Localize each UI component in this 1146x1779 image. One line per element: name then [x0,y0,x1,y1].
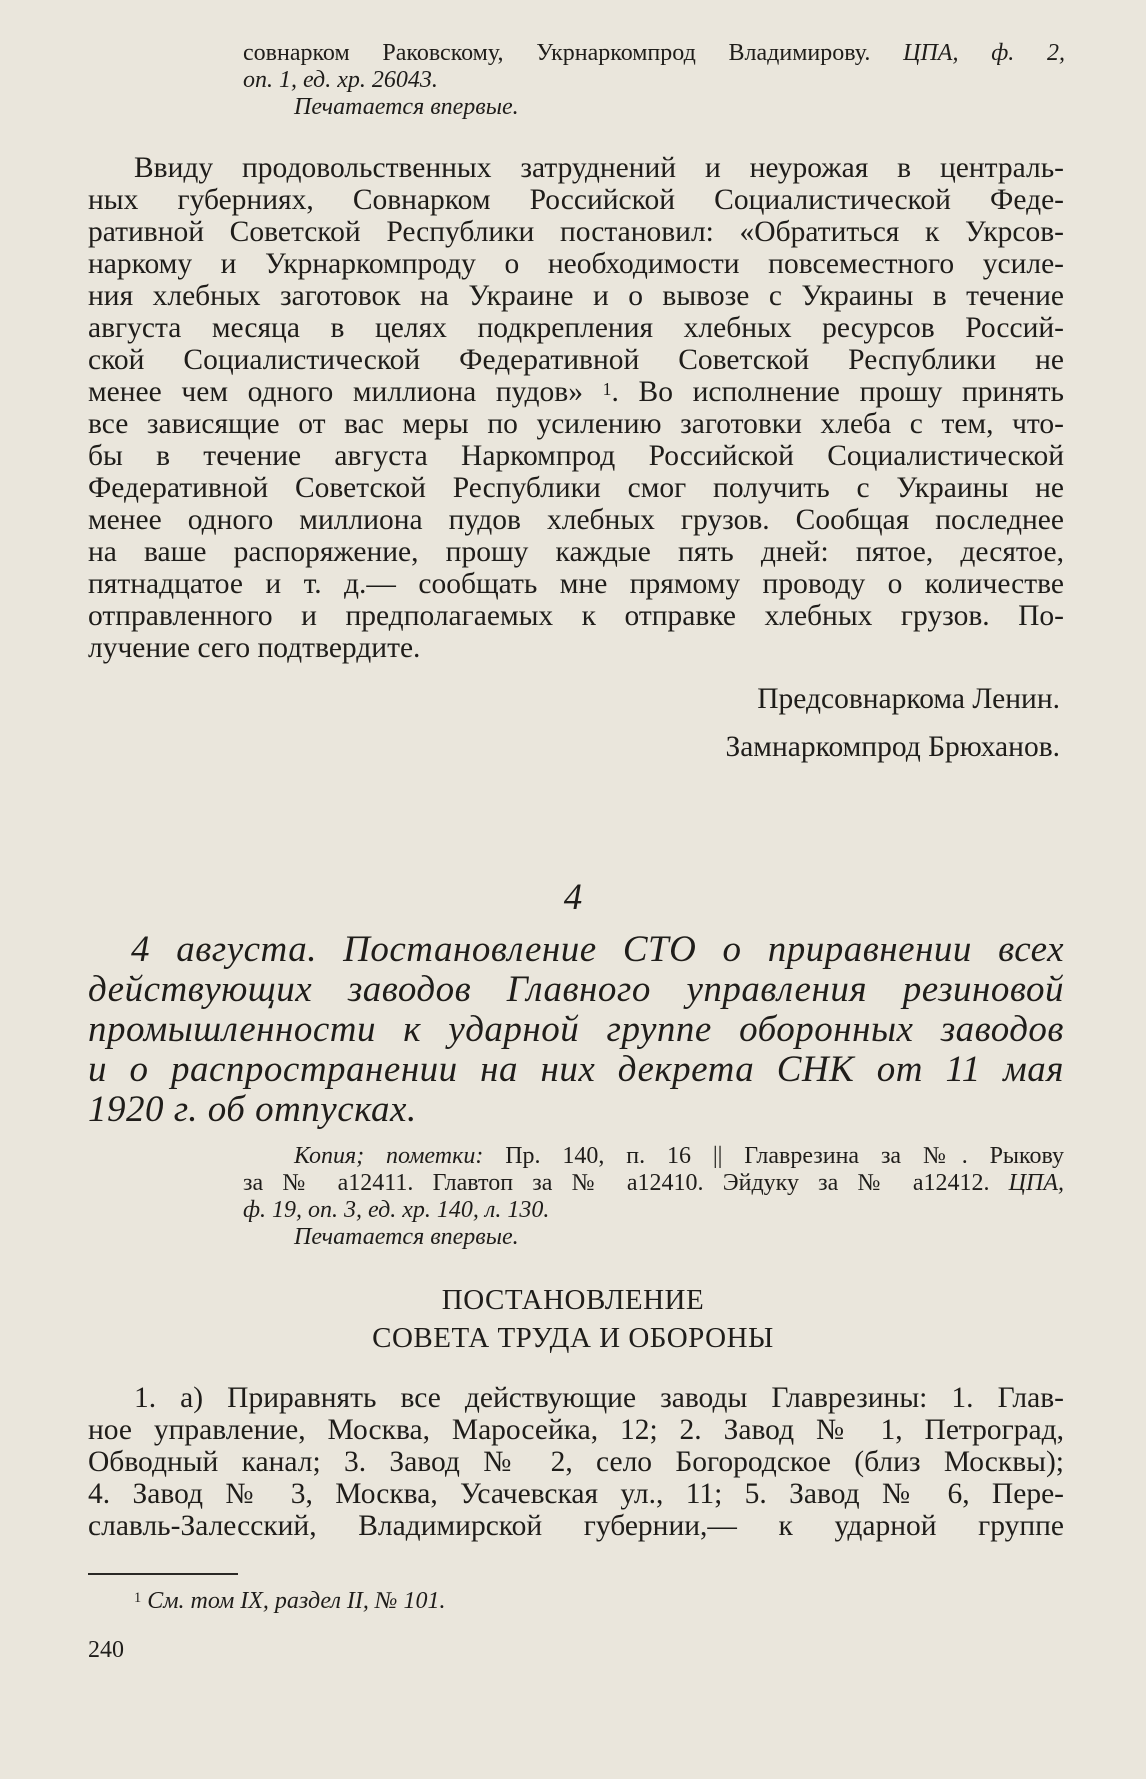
print-note: Печатается впервые. [294,94,519,120]
paragraph-line: пятнадцатое и т. д.— сообщать мне прямому проводу о количестве [88,568,1064,600]
paragraph-line: Ввиду продовольственных затруднений и неурожая в централь- [134,152,1064,184]
paragraph-line: ской Социалистической Федеративной Советской Республики не [88,344,1064,376]
decree-line: славль-Залесский, Владимирской губернии,— к ударной группе [88,1510,1064,1542]
heading-line: действующих заводов Главного управления резиновой [88,969,1064,1010]
paragraph-line: ных губерниях, Совнарком Российской Социалистической Феде- [88,184,1064,216]
decree-title-line: СОВЕТА ТРУДА И ОБОРОНЫ [372,1322,774,1354]
heading-line: и о распространении на них декрета СНК от 11 мая [88,1049,1064,1090]
decree-line: 1. а) Приравнять все действующие заводы Главрезины: 1. Глав- [134,1382,1064,1414]
paragraph-line: наркому и Укрнаркомпроду о необходимости повсеместного усиле- [88,248,1064,280]
heading-line: 1920 г. об отпусках. [88,1089,417,1130]
document-number: 4 [563,877,583,918]
footnote-reference: 1 [602,379,612,399]
source-note-line: совнарком Раковскому, Укрнаркомпрод Владимирову. ЦПА, ф. 2, [243,40,1065,66]
print-note: Печатается впервые. [294,1224,519,1250]
decree-line: Обводный канал; 3. Завод № 2, село Богородское (близ Москвы); [88,1446,1064,1478]
paragraph-line: отправленного и предполагаемых к отправке хлебных грузов. По- [88,600,1064,632]
footnote-line: $^1$ См. том IX, раздел II, № 101. [134,1588,446,1614]
source-note-line: оп. 1, ед. хр. 26043. [243,67,438,93]
paragraph-line: все зависящие от вас меры по усилению заготовки хлеба с тем, что- [88,408,1064,440]
decree-title-line: ПОСТАНОВЛЕНИЕ [441,1284,705,1316]
paragraph-line: августа месяца в целях подкрепления хлебных ресурсов Россий- [88,312,1064,344]
footnote-mark: 1 [134,1590,142,1606]
heading-line: промышленности к ударной группе оборонных заводов [88,1009,1064,1050]
source-note-line: за № а12411. Главтоп за № а12410. Эйдуку за № а12412. ЦПА, [243,1170,1064,1196]
decree-line: ное управление, Москва, Маросейка, 12; 2. Завод № 1, Петроград, [88,1414,1064,1446]
paragraph-line: на ваше распоряжение, прошу каждые пять дней: пятое, десятое, [88,536,1064,568]
paragraph-line: бы в течение августа Наркомпрод Российской Социалистической [88,440,1064,472]
footnote-rule [88,1573,238,1575]
paragraph-line: лучение сего подтвердите. [88,632,421,664]
signature-chair: Предсовнаркома Ленин. [757,683,1060,715]
decree-line: 4. Завод № 3, Москва, Усачевская ул., 11; 5. Завод № 6, Пере- [88,1478,1064,1510]
paragraph-line: ния хлебных заготовок на Украине и о вывозе с Украины в течение [88,280,1064,312]
source-note-line: ф. 19, оп. 3, ед. хр. 140, л. 130. [243,1197,550,1223]
paragraph-line: Федеративной Советской Республики смог получить с Украины не [88,472,1064,504]
heading-line: 4 августа. Постановление СТО о приравнении всех [131,929,1064,970]
signature-deputy: Замнаркомпрод Брюханов. [725,731,1060,763]
paragraph-line: ративной Советской Республики постановил: «Обратиться к Укрсов- [88,216,1064,248]
paragraph-line: менее одного миллиона пудов хлебных грузов. Сообщая последнее [88,504,1064,536]
page-number: 240 [88,1637,124,1663]
paragraph-line: менее чем одного миллиона пудов» $^1$. Во исполнение прошу принять [88,376,1065,408]
source-note-line: Копия; пометки: Пр. 140, п. 16 || Главрезина за №. Рыкову [294,1143,1064,1169]
